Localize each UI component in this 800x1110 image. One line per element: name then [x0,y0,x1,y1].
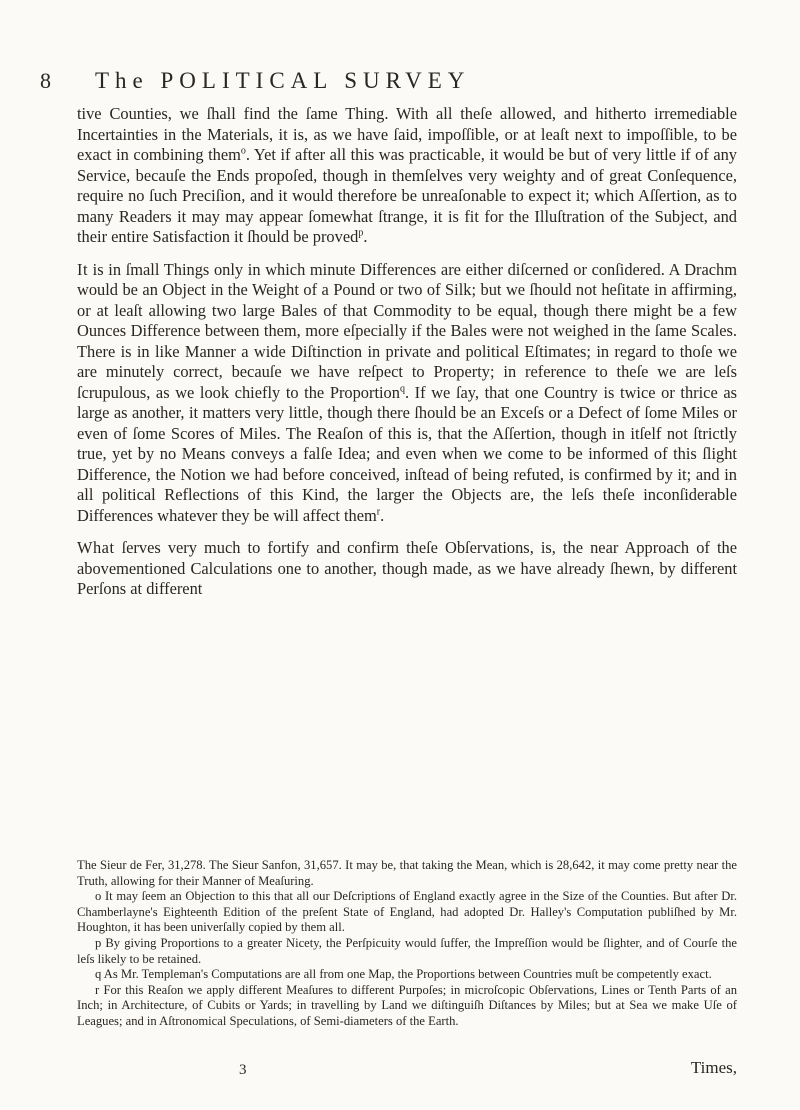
page-header [40,68,740,100]
paragraph-1-text-b: . Yet if after all this was practicable, it would be but of very little if of any Service, becauſe the Ends propoſed, though in themſelves very weighty and of great Conſequence, require no ſuch Preciſion, and it would therefore be unreaſonable to expect it; which Aſſertion, as to many Readers it may may appear ſomewhat ſtrange, it is fit for the Illuſtration of the Subject, and their entire Satisfaction it ſhould be proved [77,145,737,246]
catchword: Times, [690,1058,737,1077]
paragraph-2-text-c: . [380,505,385,525]
footnote-ref-q: q [399,383,405,395]
signature-mark: 3 [239,1062,247,1078]
page-footer [77,1058,737,1084]
footnotes [77,858,737,1030]
paragraph-3-text: ſerves very much to fortify and confirm theſe Obſervations, is, the near Approach of the abovementioned Calculations one to another, though made, as we have already ſhewn, by different Perſons at different [77,538,737,598]
footnote-ref-o: o [240,145,246,157]
footnote-ref-r: r [376,506,381,518]
footnote-ref-p: p [358,227,364,239]
footnote-r: r For this Reaſon we apply different Meaſures to different Purpoſes; in microſcopic Obſervations, Lines or Tenth Parts of an Inch; in Architecture, of Cubits or Yards; in travelling by Land we diſtinguiſh Diſtances by Miles; but at Sea we make Uſe of Leagues; and in Aſtronomical Speculations, of Semi-diameters of the Earth. [77,982,737,1028]
paragraph-2 [77,260,737,527]
footnote-continued: The Sieur de Fer, 31,278. The Sieur Sanfon, 31,657. It may be, that taking the Mean, which is 28,642, it may come pretty near the Truth, allowing for their Manner of Meaſuring. [77,858,737,888]
footnote-o: o It may ſeem an Objection to this that all our Deſcriptions of England exactly agree in the Size of the Counties. But after Dr. Chamberlayne's Eighteenth Edition of the preſent State of England, had adopted Dr. Halley's Computation publiſhed by Mr. Houghton, it has been univerſally copied by them all. [77,889,737,935]
footnote-q: q As Mr. Templeman's Computations are all from one Map, the Proportions between Countries muſt be competently exact. [95,967,712,982]
paragraph-1-text-a: tive Counties, we ſhall find the ſame Thing. With all theſe allowed, and hitherto irremediable Incertainties in the Materials, it is, as we have ſaid, impoſſible, or at leaſt next to impoſſible, to be exact in combining them [77,104,737,164]
running-title: The POLITICAL SURVEY [95,68,471,93]
footnote-p: p By giving Proportions to a greater Nicety, the Perſpicuity would ſuffer, the Impreſſion would be ſlighter, and of Courſe the leſs likely to be retained. [77,935,737,966]
paragraph-2-lead: It [77,259,89,279]
paragraph-1-text-c: . [363,227,368,246]
main-text [77,104,737,600]
paragraph-3 [77,538,737,600]
paragraph-3-lead: What [77,538,115,557]
paragraph-2-text-b: . If we ſay, that one Country is twice or thrice as large as another, it matters very little, though there ſhould be an Exceſs or a Defect of ſome Miles or even of ſome Scores of Miles. The Reaſon of this is, that the Aſſertion, though in itſelf not ſtrictly true, yet by no Means conveys a falſe Idea; and even when we come to be informed of this ſlight Difference, the Notion we had before conceived, inſtead of being refuted, is confirmed by it; and in all political Reflections of this Kind, the larger the Objects are, the leſs theſe inconſiderable Differences whatever they be will affect them [77,382,737,525]
paragraph-1 [77,104,737,248]
paragraph-2-text-a: is in ſmall Things only in which minute Differences are either diſcerned or conſidered. A Drachm would be an Object in the Weight of a Pound or two of Silk; but we ſhould not heſitate in affirming, or at leaſt allowing two large Bales of that Commodity to be equal, though there might be a few Ounces Difference between them, more eſpecially if the Bales were not weighed in the ſame Scales. There is in like Manner a wide Diſtinction in private and political Eſtimates; in regard to thoſe we are minutely correct, becauſe we have reſpect to Property; in reference to theſe we are leſs ſcrupulous, as we look chiefly to the Proportion [77,259,737,402]
page-number: 8 [40,68,51,93]
